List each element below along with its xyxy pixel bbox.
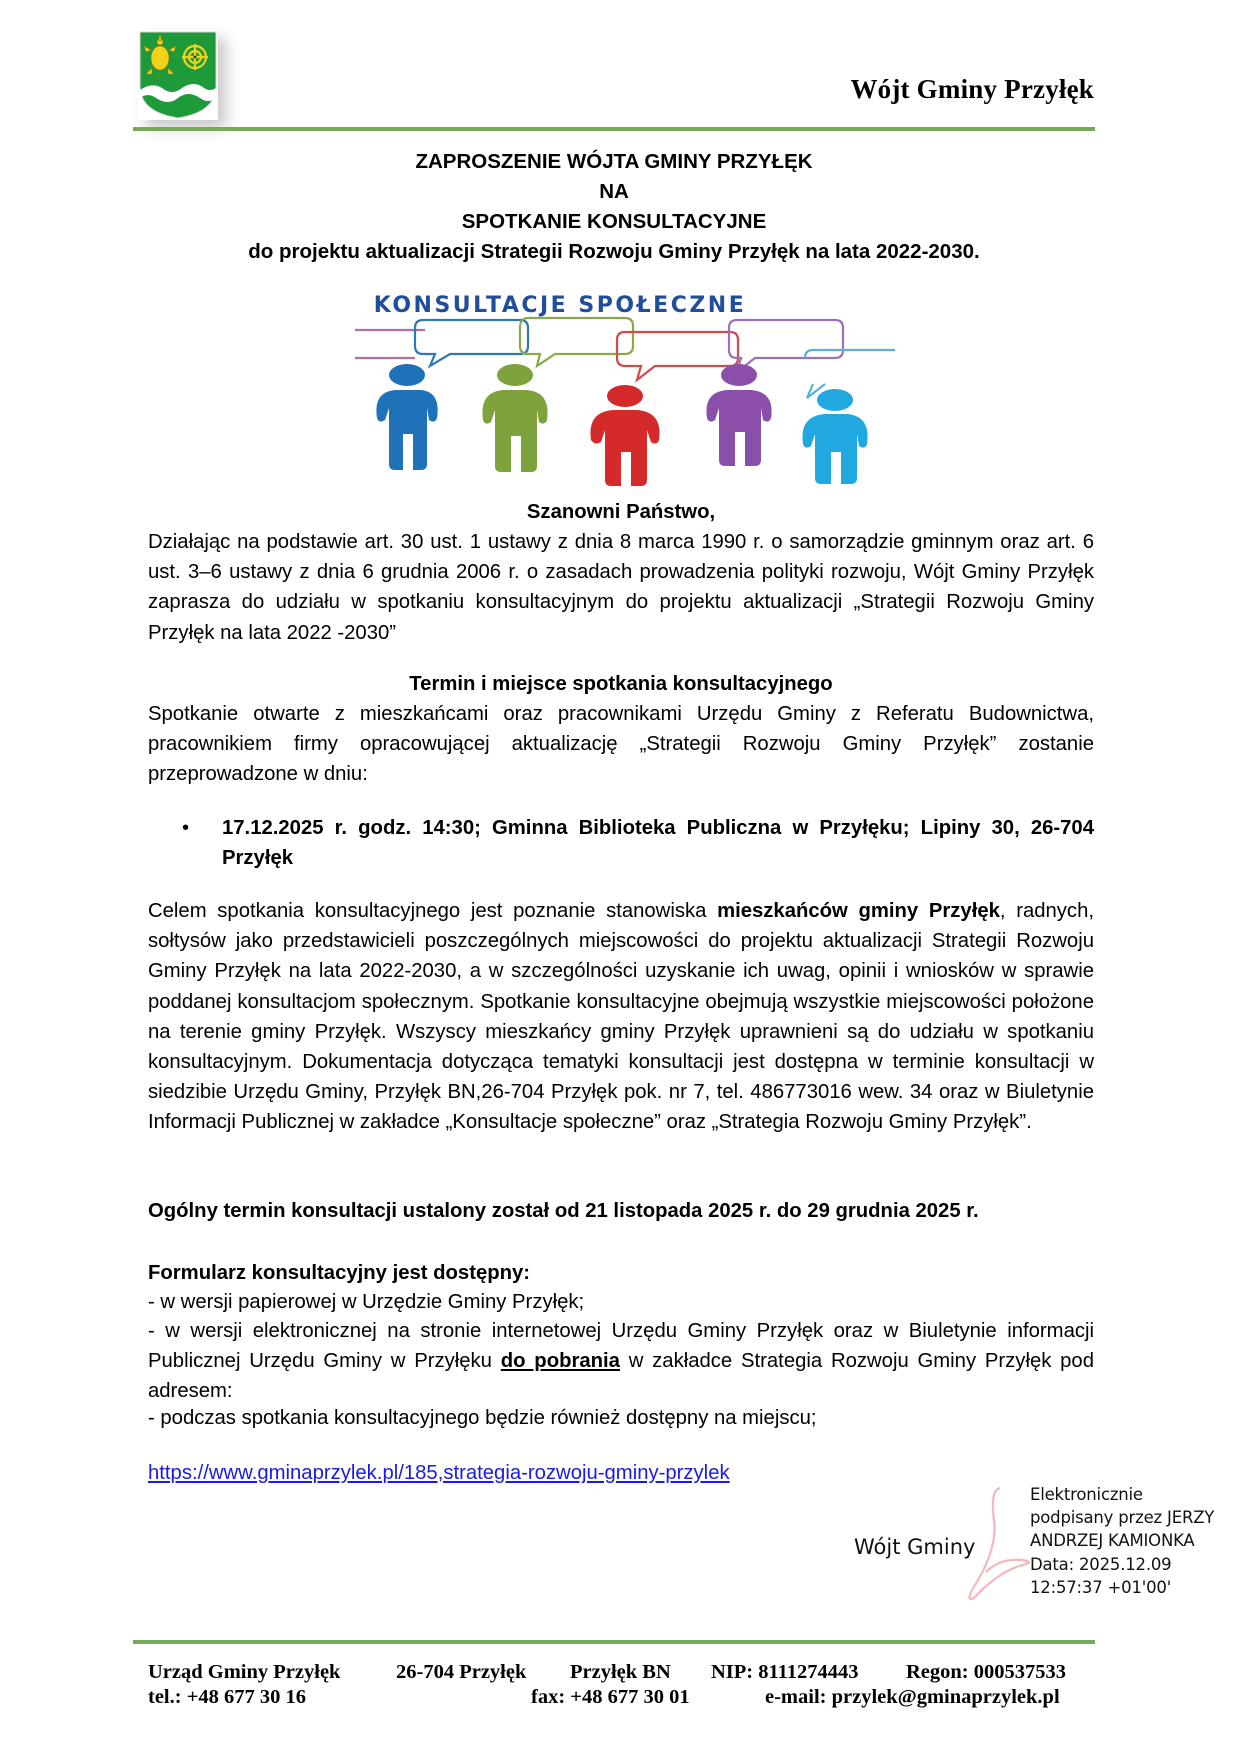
municipality-coat-of-arms xyxy=(138,30,218,120)
footer-nip: NIP: 8111274443 xyxy=(711,1661,859,1683)
general-consultation-term: Ogólny termin konsultacji ustalony został od 21 listopada 2025 r. do 29 grudnia 2025 r. xyxy=(148,1200,979,1222)
signature-line-3: ANDRZEJ KAMIONKA xyxy=(1030,1531,1195,1551)
footer-divider xyxy=(133,1640,1095,1644)
greeting: Szanowni Państwo, xyxy=(526,501,716,523)
purpose-text-start: Celem spotkania konsultacyjnego jest poznanie stanowiska xyxy=(148,900,718,922)
meeting-section-paragraph: Spotkanie otwarte z mieszkańcami oraz pracownikami Urzędu Gminy z Referatu Budownictwa, pracownikiem firmy opracowującej aktualizację „Strategii Rozwoju Gminy Przyłęk” zostanie przeprowadzone w dniu: xyxy=(148,703,1094,786)
person-icon-blue xyxy=(376,364,437,470)
bullet-icon: • xyxy=(182,817,190,839)
purpose-text-rest: , radnych, sołtysów jako przedstawicieli poszczególnych miejscowości do projektu aktualizacji Strategii Rozwoju Gminy Przyłęk na lata 2022-2030, a w szczególności uzyskanie ich uwag, opinii i wniosków w sprawie poddanej konsultacjom społecznym. Spotkanie konsultacyjne obejmują wszystkie miejscowości położone na terenie gminy Przyłęk. Wszyscy mieszkańcy gminy Przyłęk uprawnieni są do udziału w spotkaniu konsultacyjnym. Dokumentacja dotycząca tematyki konsultacji jest dostępna w terminie konsultacji w siedzibie Urzędu Gminy, Przyłęk BN,26-704 Przyłęk pok. nr 7, tel. 486773016 wew. 34 oraz w Biuletynie Informacji Publicznej w zakładce „Konsultacje społeczne” oraz „Strategia Rozwoju Gminy Przyłęk”. xyxy=(148,900,1094,1134)
download-link[interactable]: do pobrania xyxy=(500,1350,620,1373)
header-divider xyxy=(133,127,1095,131)
form-item-electronic-text-end: w zakładce Strategia Rozwoju Gminy Przyłęk pod adresem: xyxy=(148,1350,1094,1403)
footer-postal: 26-704 Przyłęk xyxy=(396,1661,527,1683)
footer-phone: tel.: +48 677 30 16 xyxy=(148,1686,307,1708)
footer-office: Urząd Gminy Przyłęk xyxy=(148,1661,341,1683)
meeting-date-location: 17.12.2025 r. godz. 14:30; Gminna Biblioteka Publiczna w Przyłęku; Lipiny 30, 26-704 Przyłęk xyxy=(222,817,1094,870)
footer-row-2 xyxy=(148,1686,1094,1712)
form-item-on-site: - podczas spotkania konsultacyjnego będzie również dostępny na miejscu; xyxy=(148,1407,817,1429)
footer-row-1 xyxy=(148,1661,1094,1687)
signature-line-5: 12:57:37 +01'00' xyxy=(1030,1577,1172,1597)
header-title: Wójt Gminy Przyłęk xyxy=(850,74,1094,104)
signature-line-4: Data: 2025.12.09 xyxy=(1030,1554,1172,1574)
meeting-bullet xyxy=(148,813,1094,873)
footer-address: Przyłęk BN xyxy=(570,1661,671,1683)
title-line-1: ZAPROSZENIE WÓJTA GMINY PRZYŁĘK xyxy=(415,150,813,173)
intro-paragraph: Działając na podstawie art. 30 ust. 1 ustawy z dnia 8 marca 1990 r. o samorządzie gminnym oraz art. 6 ust. 3–6 ustawy z dnia 6 grudnia 2006 r. o zasadach prowadzenia polityki rozwoju, Wójt Gminy Przyłęk zaprasza do udziału w spotkaniu konsultacyjnym do projektu aktualizacji „Strategii Rozwoju Gminy Przyłęk na lata 2022 -2030” xyxy=(148,531,1094,644)
footer-fax: fax: +48 677 30 01 xyxy=(531,1686,690,1708)
person-icon-green xyxy=(482,364,547,472)
form-item-electronic xyxy=(148,1316,1094,1407)
meeting-section-heading: Termin i miejsce spotkania konsultacyjnego xyxy=(409,673,833,695)
electronic-signature-info xyxy=(1030,1483,1214,1599)
footer xyxy=(148,1661,1094,1721)
document-title xyxy=(133,147,1095,267)
illustration-heading: KONSULTACJE SPOŁECZNE xyxy=(373,293,747,318)
purpose-text-emphasis: mieszkańców gminy Przyłęk xyxy=(717,900,1000,922)
title-line-4: do projektu aktualizacji Strategii Rozwoju Gminy Przyłęk na lata 2022-2030. xyxy=(248,240,980,263)
signature-label: Wójt Gminy xyxy=(854,1535,976,1559)
signature-line-1: Elektronicznie xyxy=(1030,1485,1143,1504)
purpose-paragraph xyxy=(148,896,1094,1138)
person-icon-purple xyxy=(706,364,771,466)
person-icon-red xyxy=(590,385,659,486)
person-icon-light-blue xyxy=(802,389,867,484)
signature-line-2: podpisany przez JERZY xyxy=(1030,1508,1215,1528)
title-line-3: SPOTKANIE KONSULTACYJNE xyxy=(461,210,767,233)
form-section-heading: Formularz konsultacyjny jest dostępny: xyxy=(148,1262,531,1284)
form-item-electronic-text: - w wersji elektronicznej na stronie internetowej Urzędu Gminy Przyłęk oraz w Biuletynie informacji Publicznej Urzędu Gminy w Przyłęku xyxy=(148,1320,1094,1373)
consultation-illustration xyxy=(355,288,895,488)
coat-of-arms-icon xyxy=(138,30,218,120)
footer-regon: Regon: 000537533 xyxy=(906,1661,1067,1683)
adobe-signature-icon xyxy=(960,1480,1030,1610)
title-line-2: NA xyxy=(599,180,629,203)
form-item-paper: - w wersji papierowej w Urzędzie Gminy Przyłęk; xyxy=(148,1291,585,1313)
footer-email[interactable]: e-mail: przylek@gminaprzylek.pl xyxy=(765,1686,1060,1708)
strategy-url-link[interactable]: https://www.gminaprzylek.pl/185,strategia-rozwoju-gminy-przylek xyxy=(148,1462,730,1484)
